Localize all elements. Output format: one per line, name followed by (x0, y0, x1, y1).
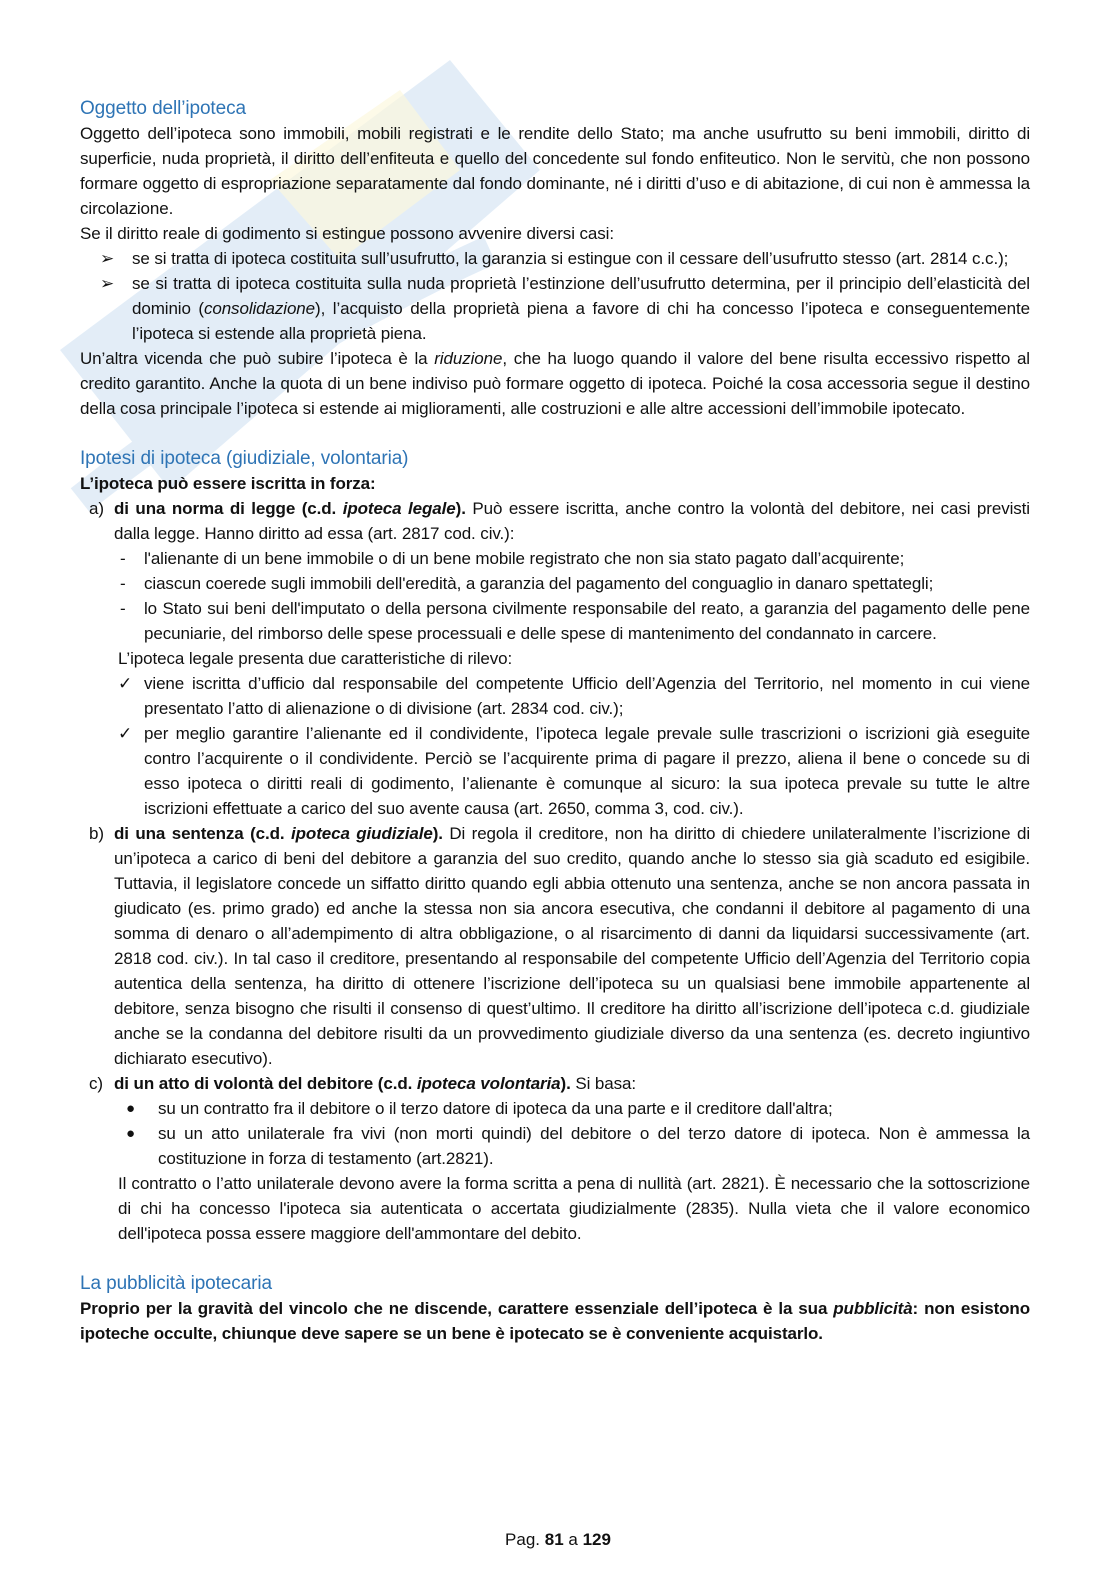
paragraph-pubblicita (80, 1296, 1030, 1346)
paragraph-oggetto: Oggetto dell’ipoteca sono immobili, mobili registrati e le rendite dello Stato; ma anche usufrutto su beni immobili, diritto di superficie, nuda proprietà, il diritto dell’enfiteuta e quello del concedente sul fondo enfiteutico. Non le servitù, che non possono formare oggetto di espropriazione separatamente dal fondo dominante, né i diritti d’uso e di abitazione, di cui non è ammessa la circolazione. (80, 124, 1030, 218)
bold-part: Proprio per la gravità del vincolo che ne discende, carattere essenziale dell’ipoteca è la sua (80, 1299, 834, 1318)
emphasis-text: ipoteca legale (342, 499, 456, 518)
list-item-text: se si tratta di ipoteca costituita sull’usufrutto, la garanzia si estingue con il cessare dell’usufrutto stesso (art. 2814 c.c.); (132, 249, 1009, 268)
list-item-text: ), l’acquisto della proprietà piena a favore di chi ha concesso l’ipoteca e conseguentemente l’ipoteca si estende alla proprietà piena. (132, 299, 1030, 343)
emphasis-text: ipoteca giudiziale (291, 824, 433, 843)
bold-part: : non esistono ipoteche occulte, chiunque deve sapere se un bene è ipotecato se è conveniente acquistarlo. (80, 1299, 1030, 1343)
bold-text (114, 499, 466, 518)
bold-part: di una norma di legge (c.d. (114, 499, 343, 518)
alpha-list (80, 821, 1030, 1096)
bold-text (80, 1299, 1030, 1343)
list-marker: b) (89, 824, 104, 843)
sub-intro: L’ipoteca legale presenta due caratteristiche di rilevo: (118, 649, 513, 668)
arrow-bullet-icon: ➢ (100, 249, 115, 268)
page-footer (0, 1530, 1116, 1550)
list-marker: a) (89, 499, 104, 518)
list-item (80, 271, 1030, 346)
footer-prefix: Pag. (505, 1530, 545, 1549)
list-item (80, 571, 1030, 596)
bullet-list (80, 1096, 1030, 1171)
dash-list (80, 546, 1030, 646)
emphasis-text: pubblicità (833, 1299, 913, 1318)
section-heading-pubblicita: La pubblicità ipotecaria (80, 1273, 272, 1294)
paragraph-closing: Il contratto o l’atto unilaterale devono avere la forma scritta a pena di nullità (art. 2821). È necessario che la sottoscrizione di chi ha concesso l'ipoteca sia autenticata o accertata giudizialmente (2835). Nulla vieta che il valore economico dell'ipoteca possa essere maggiore dell'ammontare del debito. (118, 1174, 1030, 1243)
list-item (80, 546, 1030, 571)
list-item-b (80, 821, 1030, 1071)
paragraph-text: Un’altra vicenda che può subire l’ipoteca è la (80, 349, 435, 368)
bold-part: di una sentenza (c.d. (114, 824, 291, 843)
bold-part: ). (432, 824, 443, 843)
list-item-text: Si basa: (570, 1074, 636, 1093)
list-item-text: viene iscritta d’ufficio dal responsabile del competente Ufficio dell’Agenzia del Territorio, nel momento in cui viene presentato l’atto di alienazione o di divisione (art. 2834 cod. civ.); (144, 674, 1030, 718)
list-item-text: ciascun coerede sugli immobili dell'eredità, a garanzia del pagamento del conguaglio in danaro spettategli; (144, 574, 934, 593)
section-heading-ipotesi: Ipotesi di ipoteca (giudiziale, volontaria) (80, 448, 409, 469)
dot-bullet-icon: ● (126, 1100, 135, 1117)
list-item (80, 1121, 1030, 1171)
list-item-text: se si tratta di ipoteca costituita sulla nuda proprietà l’estinzione dell’usufrutto determina, per il principio dell’elasticità del dominio ( (132, 274, 1030, 318)
emphasis-text: ipoteca volontaria (416, 1074, 561, 1093)
page-number-total: 129 (582, 1530, 611, 1549)
bold-text (114, 1074, 571, 1093)
dash-bullet-icon: - (120, 599, 126, 618)
list-item (80, 721, 1030, 821)
paragraph-diritto-reale: Se il diritto reale di godimento si estingue possono avvenire diversi casi: (80, 224, 614, 243)
dot-bullet-icon: ● (126, 1125, 135, 1142)
list-item-text: su un contratto fra il debitore o il terzo datore di ipoteca da una parte e il creditore dall'altra; (158, 1099, 833, 1118)
page-number-current: 81 (544, 1530, 564, 1549)
bold-part: ). (455, 499, 466, 518)
intro-bold (80, 471, 1030, 496)
list-item (80, 596, 1030, 646)
check-list (80, 671, 1030, 821)
list-item-text: Di regola il creditore, non ha diritto di chiedere unilateralmente l’iscrizione di un’ipoteca a carico di beni del debitore a garanzia del suo credito, quando anche lo stesso sia già scaduto ed esigibile. Tuttavia, il legislatore concede un siffatto diritto quando egli abbia ottenuto una sentenza, anche se non ancora passata in giudicato (es. primo grado) ed anche la stessa non sia ancora esecutiva, che condanni il debitore al pagamento di una somma di denaro o all’adempimento di altra obbligazione, o al risarcimento di danni da liquidarsi successivamente (art. 2818 cod. civ.). In tal caso il creditore, presentando al responsabile del competente Ufficio dell’Agenzia del Territorio copia autentica della sentenza, ha diritto di ottenere l’iscrizione dell’ipoteca su un qualsiasi bene immobile appartenente al debitore, senza bisogno che risulti il consenso di quest’ultimo. Il creditore ha diritto all’iscrizione dell’ipoteca c.d. giudiziale anche se la condanna del debitore risulti da un provvedimento giudiziale diverso da una sentenza (es. decreto ingiuntivo dichiarato esecutivo). (114, 824, 1030, 1068)
bold-text (114, 824, 443, 843)
checkmark-icon: ✓ (118, 674, 133, 693)
alpha-list (80, 496, 1030, 546)
bold-part: ). (560, 1074, 571, 1093)
dash-bullet-icon: - (120, 549, 126, 568)
list-item-c (80, 1071, 1030, 1096)
list-item-a (80, 496, 1030, 546)
list-item-text: Può essere iscritta, anche contro la volontà del debitore, nei casi previsti dalla legge. Hanno diritto ad essa (art. 2817 cod. civ.): (114, 499, 1030, 543)
list-item-text: lo Stato sui beni dell'imputato o della persona civilmente responsabile del reato, a garanzia del pagamento delle pene pecuniarie, del rimborso delle spese processuali e delle spese di mantenimento del condannato in carcere. (144, 599, 1030, 643)
emphasis-text: riduzione (434, 349, 503, 368)
list-item (80, 671, 1030, 721)
footer-separator: a (563, 1530, 583, 1549)
list-item-text: per meglio garantire l’alienante ed il condividente, l’ipoteca legale prevale sulle trascrizioni o iscrizioni già eseguite contro l’acquirente o il condividente. Perciò se l’acquirente prima di pagare il prezzo, aliena il bene o concede su di esso ipoteca o diritti reali di godimento, l’alienante è comunque al sicuro: la sua ipoteca prevale su tutte le altre iscrizioni effettuate a carico del suo avente causa (art. 2650, comma 3, cod. civ.). (144, 724, 1030, 818)
paragraph-riduzione (80, 346, 1030, 421)
list-item (80, 1096, 1030, 1121)
dash-bullet-icon: - (120, 574, 126, 593)
list-item-text: su un atto unilaterale fra vivi (non morti quindi) del debitore o del terzo datore di ipoteca. Non è ammessa la costituzione in forza di testamento (art.2821). (158, 1124, 1030, 1168)
arrow-list (80, 246, 1030, 346)
bold-part: di un atto di volontà del debitore (c.d. (114, 1074, 417, 1093)
arrow-bullet-icon: ➢ (100, 274, 115, 293)
document-page (80, 0, 1030, 1346)
list-marker: c) (89, 1074, 103, 1093)
checkmark-icon: ✓ (118, 724, 133, 743)
list-item-text: l'alienante di un bene immobile o di un bene mobile registrato che non sia stato pagato dall’acquirente; (144, 549, 905, 568)
list-item (80, 246, 1030, 271)
emphasis-text: consolidazione (203, 299, 316, 318)
section-heading-oggetto: Oggetto dell’ipoteca (80, 98, 246, 119)
bold-text: L’ipoteca può essere iscritta in forza: (80, 474, 376, 493)
paragraph-text: , che ha luogo quando il valore del bene risulta eccessivo rispetto al credito garantito. Anche la quota di un bene indiviso può formare oggetto di ipoteca. Poiché la cosa accessoria segue il destino della cosa principale l’ipoteca si estende ai miglioramenti, alle costruzioni e alle altre accessioni dell’immobile ipotecato. (80, 349, 1030, 418)
